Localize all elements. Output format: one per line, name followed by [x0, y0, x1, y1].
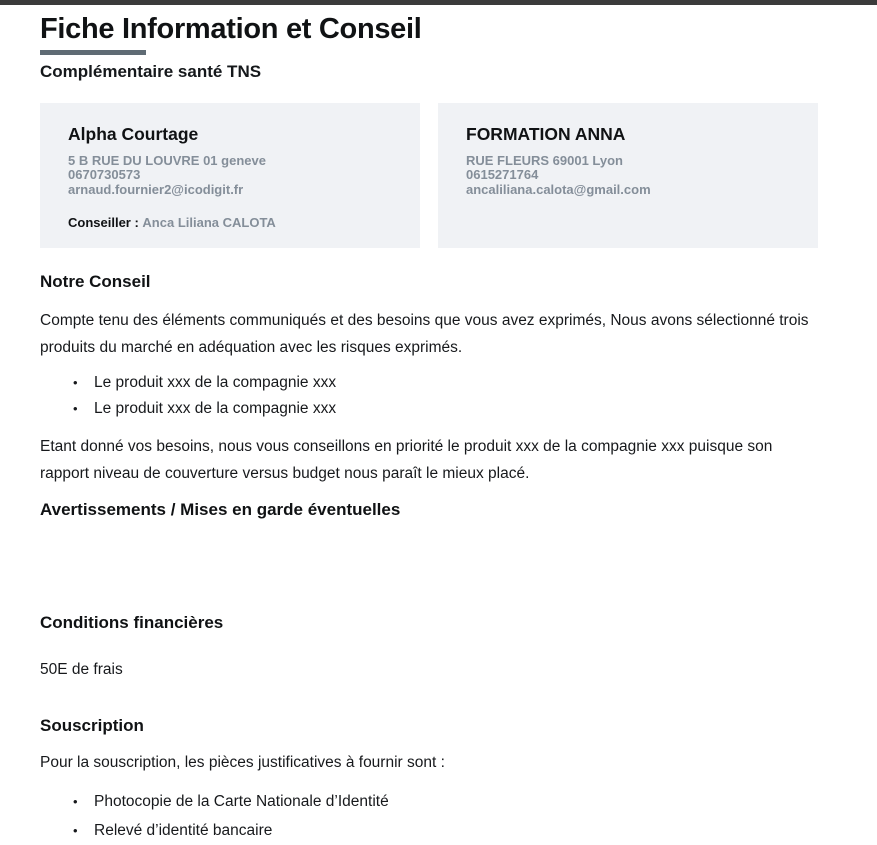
advisor-name: Anca Liliana CALOTA [142, 215, 276, 231]
list-item [73, 396, 818, 422]
product-label: Le produit xxx de la compagnie xxx [94, 373, 337, 391]
conseil-intro: Compte tenu des éléments communiqués et des besoins que vous avez exprimés, Nous avons sélectionné trois produits du marché en adéquation avec les risques exprimés. [40, 311, 809, 356]
section-heading-souscription: Souscription [40, 715, 144, 735]
bullet-icon: • [73, 400, 78, 416]
client-name: FORMATION ANNA [466, 123, 626, 144]
client-phone: 0615271764 [466, 167, 539, 183]
document-label: Relevé d’identité bancaire [94, 821, 273, 839]
client-details [466, 154, 800, 198]
broker-name: Alpha Courtage [68, 123, 199, 144]
client-address: RUE FLEURS 69001 Lyon [466, 152, 624, 168]
bullet-icon: • [73, 374, 78, 390]
broker-email: arnaud.fournier2@icodigit.fr [68, 181, 244, 197]
document-label: Photocopie de la Carte Nationale d’Identité [94, 792, 389, 810]
client-email: ancaliliana.calota@gmail.com [466, 181, 651, 197]
advisor-label: Conseiller : [68, 215, 139, 231]
title-underline [40, 50, 146, 55]
broker-details [68, 154, 402, 198]
broker-card [40, 103, 420, 248]
broker-address: 5 B RUE DU LOUVRE 01 geneve [68, 152, 266, 168]
list-item [73, 370, 818, 396]
bullet-icon: • [73, 822, 78, 838]
souscription-intro: Pour la souscription, les pièces justificatives à fournir sont : [40, 753, 445, 771]
section-heading-avertissements: Avertissements / Mises en garde éventuelles [40, 499, 401, 519]
client-card [438, 103, 818, 248]
advisor-line [68, 215, 402, 230]
list-item [73, 787, 818, 816]
conseil-recommendation: Etant donné vos besoins, nous vous conseillons en priorité le produit xxx de la compagnie xxx puisque son rapport niveau de couverture versus budget nous paraît le mieux placé. [40, 437, 773, 482]
bullet-icon: • [73, 793, 78, 809]
products-list [40, 370, 818, 422]
product-label: Le produit xxx de la compagnie xxx [94, 399, 337, 417]
conditions-fees: 50E de frais [40, 660, 123, 678]
page-subtitle: Complémentaire santé TNS [40, 61, 262, 81]
section-heading-conditions: Conditions financières [40, 612, 224, 632]
window-top-bar [0, 0, 877, 5]
parties-cards-row [40, 103, 818, 248]
page-title: Fiche Information et Conseil [40, 13, 422, 45]
broker-phone: 0670730573 [68, 167, 141, 183]
document-page [0, 14, 877, 845]
section-heading-conseil: Notre Conseil [40, 271, 151, 291]
documents-list [40, 787, 818, 845]
list-item [73, 816, 818, 845]
